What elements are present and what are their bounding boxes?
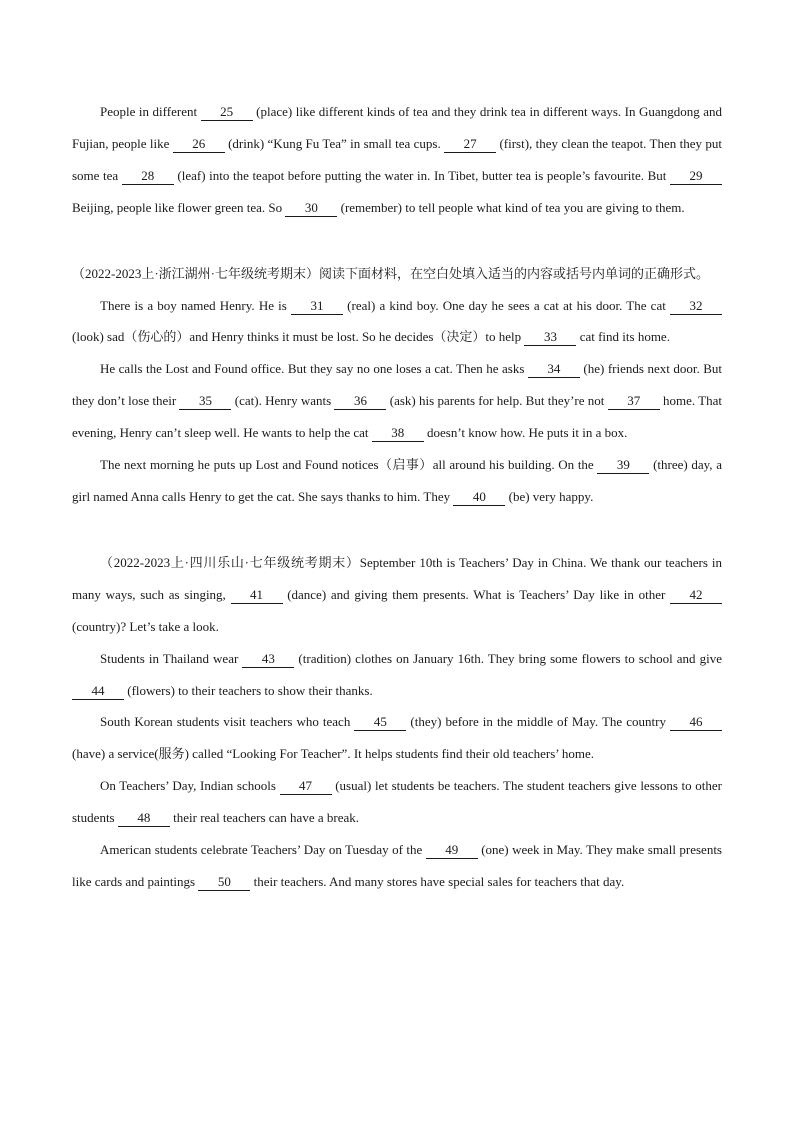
passage-text: (have) a service(服务) called “Looking For Teacher”. It helps students find their old teachers’ home.	[72, 746, 595, 762]
answer-blank-46[interactable]: 46	[670, 714, 722, 731]
passage-paragraph	[72, 290, 722, 354]
passage-text: The next morning he puts up Lost and Found notices（启事）all around his building. On the	[100, 457, 598, 473]
passage-text: On Teachers’ Day, Indian schools	[100, 778, 280, 794]
answer-blank-42[interactable]: 42	[670, 587, 722, 604]
answer-blank-32[interactable]: 32	[670, 298, 722, 315]
passage-teachers-day	[72, 547, 722, 898]
passage-text: Students in Thailand wear	[100, 650, 243, 666]
passage-text: (they) before in the middle of May. The country	[406, 714, 670, 730]
passage-text: (leaf) into the teapot before putting the water in. In Tibet, butter tea is people’s favourite. But	[173, 167, 670, 183]
passage-text: (usual) let students be teachers. The student teachers give lessons to other students	[72, 778, 722, 826]
passage-tea	[72, 96, 722, 224]
passage-text: (first), they clean the teapot. Then they put some tea	[72, 135, 722, 183]
passage-paragraph	[72, 96, 722, 224]
answer-blank-29[interactable]: 29	[670, 168, 722, 185]
passage-henry-heading: （2022-2023上·浙江湖州·七年级统考期末）阅读下面材料，在空白处填入适当的内容或括号内单词的正确形式。	[72, 265, 709, 281]
passage-paragraph	[72, 834, 722, 898]
answer-blank-26[interactable]: 26	[173, 136, 225, 153]
passage-text: （2022-2023上·四川乐山·七年级统考期末）September 10th is Teachers’ Day in China. We thank our teachers in many ways, such as singing,	[72, 554, 722, 602]
passage-text: (one) week in May. They make small presents like cards and paintings	[72, 842, 722, 889]
passage-text: (cat). Henry wants	[231, 393, 335, 409]
answer-blank-27[interactable]: 27	[444, 136, 496, 153]
passage-text: There is a boy named Henry. He is	[100, 297, 291, 313]
passage-paragraph	[72, 547, 722, 643]
passage-paragraph	[72, 770, 722, 834]
section-spacer	[72, 513, 722, 547]
passage-text: (three) day, a girl named Anna calls Henry to get the cat. She says thanks to him. They	[72, 457, 722, 504]
passage-text: their teachers. And many stores have special sales for teachers that day.	[250, 873, 625, 889]
passage-text: (he) friends next door. But they don’t lose their	[72, 361, 722, 409]
passage-text: (look) sad（伤心的）and Henry thinks it must be lost. So he decides（决定）to help	[72, 329, 525, 345]
passage-text: doesn’t know how. He puts it in a box.	[423, 425, 628, 441]
answer-blank-30[interactable]: 30	[285, 200, 337, 217]
answer-blank-43[interactable]: 43	[242, 651, 294, 668]
answer-blank-41[interactable]: 41	[231, 587, 283, 604]
section-spacer	[72, 224, 722, 258]
passage-paragraph	[72, 449, 722, 513]
passage-text: (ask) his parents for help. But they’re not	[386, 393, 608, 409]
passage-text: home. That evening, Henry can’t sleep well. He wants to help the cat	[72, 393, 722, 441]
passage-text: American students celebrate Teachers’ Day on Tuesday of the	[100, 842, 426, 858]
passage-paragraph	[72, 643, 722, 707]
passage-text: (tradition) clothes on January 16th. They bring some flowers to school and give	[294, 650, 722, 666]
answer-blank-45[interactable]: 45	[354, 714, 406, 731]
answer-blank-37[interactable]: 37	[608, 393, 660, 410]
answer-blank-34[interactable]: 34	[528, 361, 580, 378]
answer-blank-28[interactable]: 28	[122, 168, 174, 185]
answer-blank-48[interactable]: 48	[118, 810, 170, 827]
passage-paragraph	[72, 706, 722, 770]
passage-text: (dance) and giving them presents. What is Teachers’ Day like in other	[282, 586, 670, 602]
answer-blank-25[interactable]: 25	[201, 104, 253, 121]
answer-blank-44[interactable]: 44	[72, 683, 124, 700]
passage-text: (real) a kind boy. One day he sees a cat at his door. The cat	[343, 297, 670, 313]
passage-henry	[72, 290, 722, 513]
passage-text: (flowers) to their teachers to show their thanks.	[124, 682, 373, 698]
answer-blank-33[interactable]: 33	[524, 329, 576, 346]
passage-text: cat find its home.	[576, 329, 670, 345]
answer-blank-38[interactable]: 38	[372, 425, 424, 442]
passage-text: South Korean students visit teachers who teach	[100, 714, 355, 730]
passage-paragraph	[72, 353, 722, 449]
answer-blank-36[interactable]: 36	[334, 393, 386, 410]
passage-text: Beijing, people like flower green tea. So	[72, 199, 286, 215]
answer-blank-49[interactable]: 49	[426, 842, 478, 859]
worksheet-page	[72, 96, 722, 898]
passage-text: He calls the Lost and Found office. But they say no one loses a cat. Then he asks	[100, 361, 528, 377]
passage-text: (drink) “Kung Fu Tea” in small tea cups.	[224, 135, 445, 151]
answer-blank-50[interactable]: 50	[198, 874, 250, 891]
passage-text: (country)? Let’s take a look.	[72, 618, 219, 634]
answer-blank-40[interactable]: 40	[453, 489, 505, 506]
passage-text: (remember) to tell people what kind of tea you are giving to them.	[337, 199, 685, 215]
answer-blank-47[interactable]: 47	[280, 778, 332, 795]
passage-text: People in different	[100, 104, 201, 119]
answer-blank-31[interactable]: 31	[291, 298, 343, 315]
answer-blank-35[interactable]: 35	[179, 393, 231, 410]
passage-text: their real teachers can have a break.	[169, 810, 359, 826]
answer-blank-39[interactable]: 39	[597, 457, 649, 474]
passage-text: (place) like different kinds of tea and they drink tea in different ways. In Guangdong and Fujian, people like	[72, 104, 723, 151]
passage-text: (be) very happy.	[505, 488, 594, 504]
